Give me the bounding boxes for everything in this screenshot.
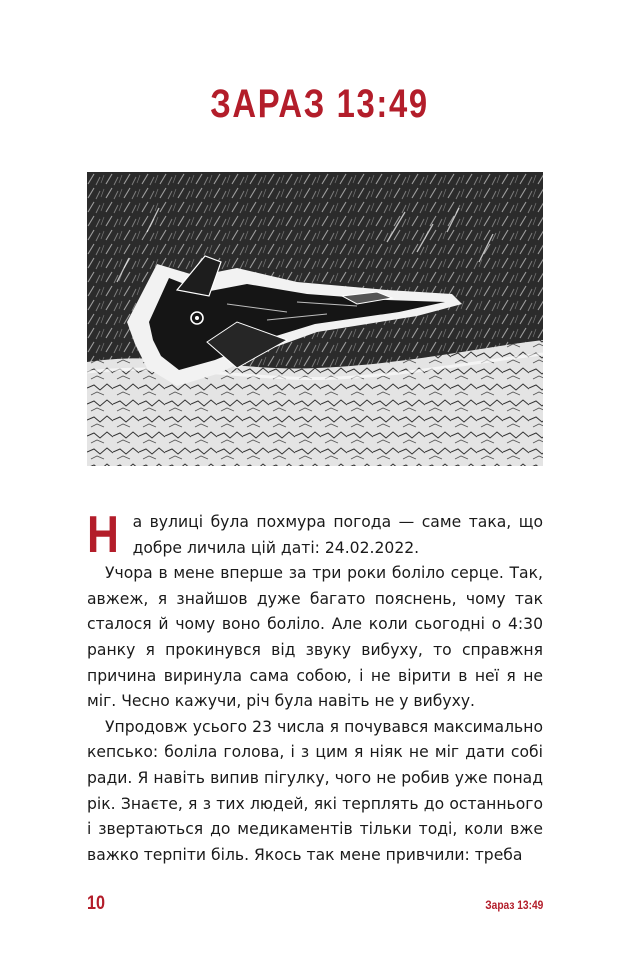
paragraph-2: Учора в мене вперше за три роки боліло серце. Так, авжеж, я знайшов дуже багато пояснень, чому так сталося й чому воно боліло. Але коли сьогодні о 4:30 ранку я прокинувся від звуку вибуху, то справжня причина виринула сама собою, і не вірити в неї я не міг. Чесно кажучи, річ була навіть не у вибуху.	[87, 564, 543, 711]
drop-cap: Н	[87, 506, 119, 564]
paragraph-1	[87, 506, 543, 564]
body-text	[87, 506, 543, 868]
paragraph-1-text: а вулиці була похмура погода — саме така, що добре личила цій даті: 24.02.2022.	[132, 513, 543, 557]
running-header: Зараз 13:49	[484, 898, 543, 912]
paragraph-3: Упродовж усього 23 числа я почувався максимально кепсько: боліла голова, і з цим я ніяк не міг дати собі ради. Я навіть випив пігулку, чого не робив уже понад рік. Знаєте, я з тих людей, які терплять до останнього і звертаються до медикаментів тільки тоді, коли вже важко терпіти біль. Якось так мене привчили: треба	[87, 717, 543, 864]
chapter-title: ЗАРАЗ 13:49	[210, 82, 429, 126]
page-number: 10	[87, 893, 105, 914]
fighter-jet-illustration	[87, 172, 543, 466]
